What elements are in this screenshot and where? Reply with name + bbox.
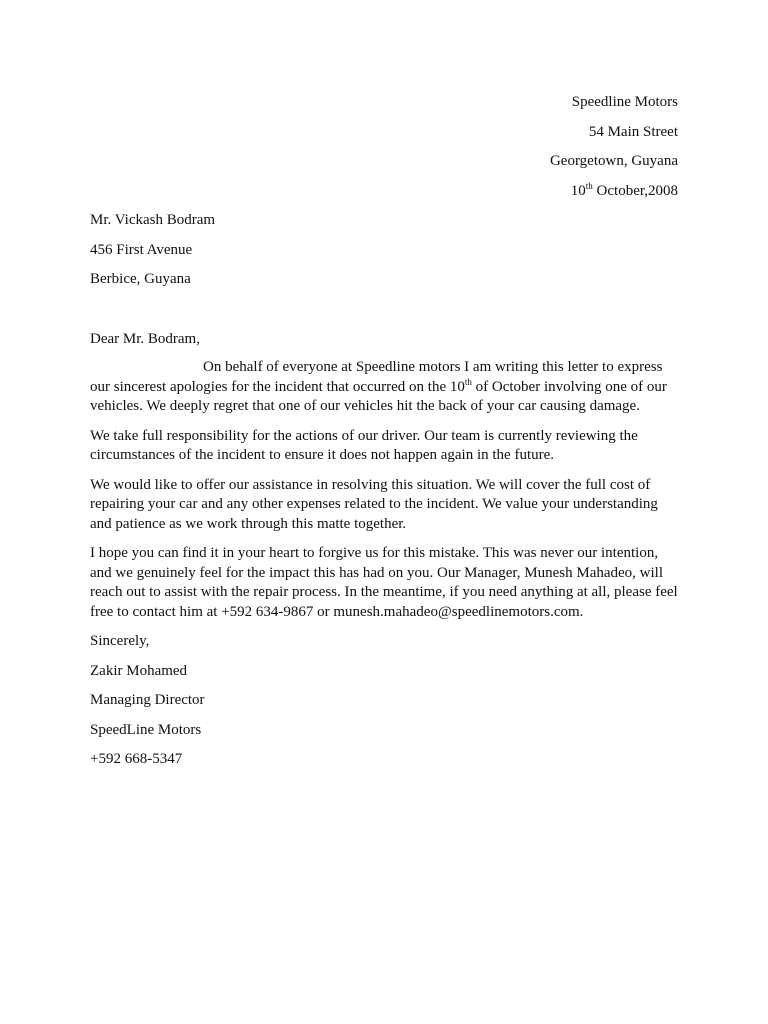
signer-company: SpeedLine Motors (90, 721, 202, 738)
recipient-name: Mr. Vickash Bodram (90, 212, 216, 228)
paragraph-apology-part2: of October involving one of our vehicles. We deeply regret that one of our vehicles hit the back of your car causing damage. (90, 378, 667, 414)
recipient-address-block (90, 210, 215, 299)
signer-phone: +592 668-5347 (90, 751, 183, 768)
sender-address-block (550, 92, 678, 210)
paragraph-responsibility: We take full responsibility for the actions of our driver. Our team is currently reviewing the circumstances of the incident to ensure it does not happen again in the future. (90, 427, 638, 463)
salutation: Dear Mr. Bodram, (90, 331, 200, 347)
date-day: 10 (570, 182, 586, 199)
letter-date (550, 181, 678, 211)
date-month-year: October,2008 (592, 182, 678, 199)
sender-company: Speedline Motors (571, 94, 678, 110)
valediction: Sincerely, (90, 633, 150, 649)
paragraph-forgiveness: I hope you can find it in your heart to forgive us for this mistake. This was never our intention, and we genuinely feel for the impact this has had on you. Our Manager, Munesh Mahadeo, will reach out to assist with the repair process. In the meantime, if you need anything at all, please feel free to contact him at +592 634-9867 or munesh.mahadeo@speedlinemotors.com. (90, 545, 678, 620)
sender-street: 54 Main Street (588, 123, 678, 140)
recipient-city: Berbice, Guyana (90, 271, 191, 288)
paragraph-apology (90, 358, 680, 417)
letter-body (90, 358, 680, 632)
paragraph-assistance: We would like to offer our assistance in resolving this situation. We will cover the full cost of repairing your car and any other expenses related to the incident. We value your understanding and patience as we work through this matte together. (90, 476, 658, 532)
paragraph-apology-sup: th (464, 376, 472, 387)
sender-city: Georgetown, Guyana (549, 153, 678, 170)
date-suffix: th (585, 180, 593, 191)
signer-name: Zakir Mohamed (90, 662, 188, 679)
paragraph-apology-part1: On behalf of everyone at Speedline motors I am writing this letter to express our sincerest apologies for the incident that occurred on the 10 (90, 359, 663, 395)
closing-block (90, 631, 205, 779)
signer-title: Managing Director (90, 692, 205, 709)
recipient-street: 456 First Avenue (90, 241, 193, 258)
